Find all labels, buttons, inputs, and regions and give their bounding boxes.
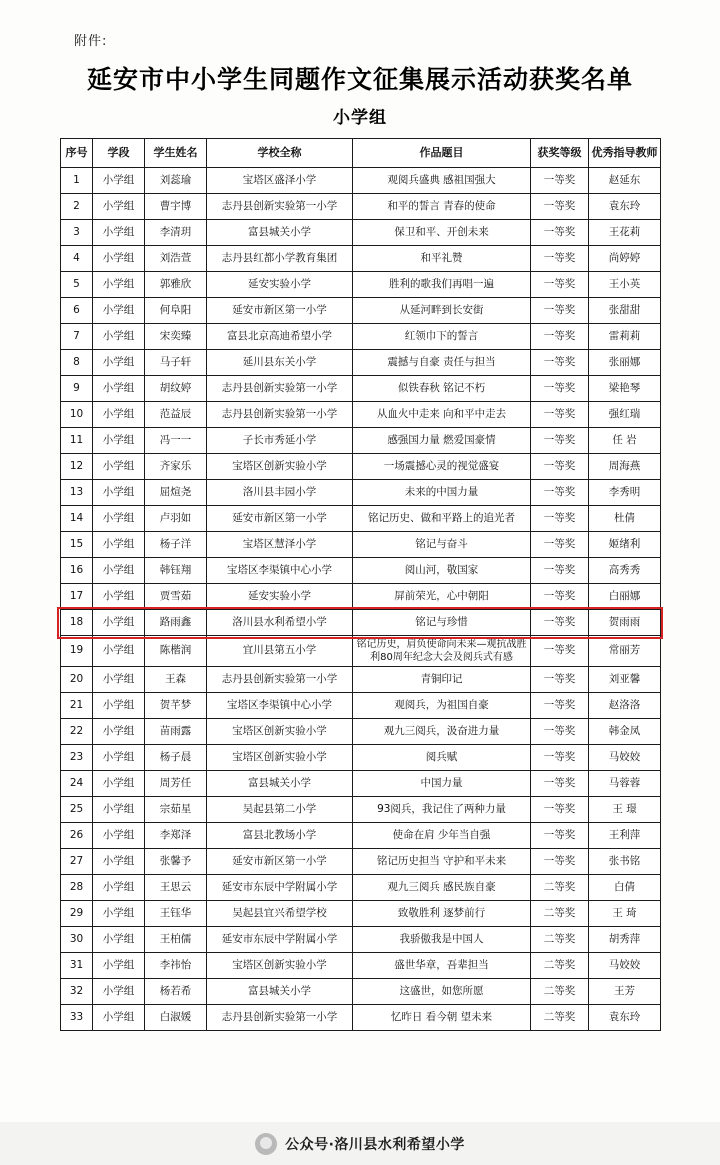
cell-student-name: 李祎怡: [145, 953, 207, 979]
cell-no: 13: [61, 480, 93, 506]
attachment-label: 附件:: [74, 34, 108, 49]
cell-work-title: 似铁春秋 铭记不朽: [353, 376, 531, 402]
table-row: [61, 1005, 661, 1031]
cell-work-title: 阅兵赋: [353, 745, 531, 771]
cell-work-title: 青铜印记: [353, 667, 531, 693]
cell-teacher: 贺雨雨: [589, 610, 661, 636]
table-row: [61, 979, 661, 1005]
cell-teacher: 雷莉莉: [589, 324, 661, 350]
award-table-body: [61, 168, 661, 1031]
table-row: [61, 428, 661, 454]
cell-student-name: 宋奕臻: [145, 324, 207, 350]
cell-award-level: 一等奖: [531, 667, 589, 693]
cell-student-name: 冯一一: [145, 428, 207, 454]
cell-teacher: 马蓉蓉: [589, 771, 661, 797]
cell-award-level: 一等奖: [531, 402, 589, 428]
cell-teacher: 梁艳琴: [589, 376, 661, 402]
cell-teacher: 王 琦: [589, 901, 661, 927]
cell-award-level: 一等奖: [531, 376, 589, 402]
cell-work-title: 震撼与自豪 责任与担当: [353, 350, 531, 376]
cell-school: 延安市新区第一小学: [207, 298, 353, 324]
cell-no: 26: [61, 823, 93, 849]
cell-student-name: 何阜阳: [145, 298, 207, 324]
cell-school: 宝塔区创新实验小学: [207, 745, 353, 771]
cell-student-name: 贺芊梦: [145, 693, 207, 719]
cell-student-name: 贾雪茹: [145, 584, 207, 610]
cell-award-level: 一等奖: [531, 194, 589, 220]
table-row: [61, 584, 661, 610]
cell-student-name: 王柏儒: [145, 927, 207, 953]
cell-stage: 小学组: [93, 797, 145, 823]
cell-school: 延安市东辰中学附属小学: [207, 875, 353, 901]
cell-no: 33: [61, 1005, 93, 1031]
cell-stage: 小学组: [93, 849, 145, 875]
column-header-no: 序号: [61, 139, 93, 168]
cell-work-title: 观阅兵，为祖国自豪: [353, 693, 531, 719]
cell-stage: 小学组: [93, 506, 145, 532]
cell-no: 29: [61, 901, 93, 927]
table-row: [61, 667, 661, 693]
cell-award-level: 一等奖: [531, 298, 589, 324]
cell-work-title: 铭记历史担当 守护和平未来: [353, 849, 531, 875]
cell-teacher: 姬绪利: [589, 532, 661, 558]
cell-no: 11: [61, 428, 93, 454]
cell-student-name: 杨若希: [145, 979, 207, 1005]
cell-stage: 小学组: [93, 1005, 145, 1031]
cell-teacher: 周海燕: [589, 454, 661, 480]
cell-no: 1: [61, 168, 93, 194]
table-row: [61, 610, 661, 636]
cell-school: 子长市秀延小学: [207, 428, 353, 454]
cell-teacher: 王小英: [589, 272, 661, 298]
cell-award-level: 一等奖: [531, 454, 589, 480]
cell-stage: 小学组: [93, 298, 145, 324]
cell-stage: 小学组: [93, 693, 145, 719]
table-row: [61, 823, 661, 849]
cell-teacher: 李秀明: [589, 480, 661, 506]
cell-no: 19: [61, 636, 93, 667]
column-header-award-level: 获奖等级: [531, 139, 589, 168]
cell-work-title: 铭记与奋斗: [353, 532, 531, 558]
cell-award-level: 一等奖: [531, 797, 589, 823]
column-header-stage: 学段: [93, 139, 145, 168]
cell-student-name: 屈煊尧: [145, 480, 207, 506]
cell-student-name: 马子轩: [145, 350, 207, 376]
cell-student-name: 李清玥: [145, 220, 207, 246]
cell-student-name: 王森: [145, 667, 207, 693]
cell-no: 7: [61, 324, 93, 350]
cell-work-title: 忆昨日 看今朝 望未来: [353, 1005, 531, 1031]
cell-no: 18: [61, 610, 93, 636]
table-row: [61, 506, 661, 532]
table-row: [61, 168, 661, 194]
cell-teacher: 刘亚馨: [589, 667, 661, 693]
cell-stage: 小学组: [93, 220, 145, 246]
cell-stage: 小学组: [93, 875, 145, 901]
cell-school: 志丹县创新实验第一小学: [207, 667, 353, 693]
cell-teacher: 王利萍: [589, 823, 661, 849]
cell-stage: 小学组: [93, 324, 145, 350]
cell-teacher: 韩金凤: [589, 719, 661, 745]
cell-school: 延川县东关小学: [207, 350, 353, 376]
cell-work-title: 观阅兵盛典 感祖国强大: [353, 168, 531, 194]
cell-work-title: 屏前荣光，心中朝阳: [353, 584, 531, 610]
cell-teacher: 胡秀萍: [589, 927, 661, 953]
cell-no: 4: [61, 246, 93, 272]
table-row: [61, 849, 661, 875]
cell-work-title: 一场震撼心灵的视觉盛宴: [353, 454, 531, 480]
cell-student-name: 李郑泽: [145, 823, 207, 849]
cell-school: 富县城关小学: [207, 979, 353, 1005]
cell-work-title: 我骄傲我是中国人: [353, 927, 531, 953]
cell-teacher: 任 岩: [589, 428, 661, 454]
table-row: [61, 480, 661, 506]
cell-student-name: 路雨鑫: [145, 610, 207, 636]
cell-school: 洛川县丰园小学: [207, 480, 353, 506]
cell-school: 志丹县创新实验第一小学: [207, 376, 353, 402]
cell-stage: 小学组: [93, 454, 145, 480]
table-header-row: [61, 139, 661, 168]
cell-award-level: 一等奖: [531, 246, 589, 272]
cell-school: 宝塔区李渠镇中心小学: [207, 558, 353, 584]
cell-student-name: 白淑媛: [145, 1005, 207, 1031]
cell-stage: 小学组: [93, 953, 145, 979]
table-row: [61, 324, 661, 350]
cell-no: 21: [61, 693, 93, 719]
cell-stage: 小学组: [93, 610, 145, 636]
cell-stage: 小学组: [93, 350, 145, 376]
cell-no: 8: [61, 350, 93, 376]
cell-student-name: 刘蕊瑜: [145, 168, 207, 194]
cell-stage: 小学组: [93, 979, 145, 1005]
cell-stage: 小学组: [93, 376, 145, 402]
cell-stage: 小学组: [93, 636, 145, 667]
cell-student-name: 卢羽如: [145, 506, 207, 532]
cell-no: 2: [61, 194, 93, 220]
table-row: [61, 402, 661, 428]
cell-teacher: 马姣姣: [589, 745, 661, 771]
cell-school: 志丹县创新实验第一小学: [207, 1005, 353, 1031]
cell-work-title: 观九三阅兵 感民族自豪: [353, 875, 531, 901]
cell-school: 宝塔区李渠镇中心小学: [207, 693, 353, 719]
cell-teacher: 王芳: [589, 979, 661, 1005]
cell-no: 30: [61, 927, 93, 953]
cell-no: 9: [61, 376, 93, 402]
cell-student-name: 苗雨露: [145, 719, 207, 745]
table-row: [61, 745, 661, 771]
cell-work-title: 使命在肩 少年当自强: [353, 823, 531, 849]
cell-no: 23: [61, 745, 93, 771]
column-header-student-name: 学生姓名: [145, 139, 207, 168]
cell-teacher: 赵洛洛: [589, 693, 661, 719]
cell-award-level: 一等奖: [531, 532, 589, 558]
cell-work-title: 盛世华章，吾辈担当: [353, 953, 531, 979]
cell-award-level: 二等奖: [531, 953, 589, 979]
table-row: [61, 246, 661, 272]
cell-student-name: 宗茹星: [145, 797, 207, 823]
cell-award-level: 一等奖: [531, 771, 589, 797]
cell-award-level: 二等奖: [531, 927, 589, 953]
cell-no: 32: [61, 979, 93, 1005]
table-row: [61, 272, 661, 298]
table-row: [61, 797, 661, 823]
cell-no: 10: [61, 402, 93, 428]
cell-school: 宜川县第五小学: [207, 636, 353, 667]
cell-work-title: 中国力量: [353, 771, 531, 797]
cell-teacher: 白倩: [589, 875, 661, 901]
cell-no: 27: [61, 849, 93, 875]
cell-teacher: 赵延东: [589, 168, 661, 194]
table-row: [61, 953, 661, 979]
cell-school: 宝塔区慧泽小学: [207, 532, 353, 558]
cell-award-level: 一等奖: [531, 324, 589, 350]
cell-teacher: 王花莉: [589, 220, 661, 246]
table-row: [61, 927, 661, 953]
column-header-teacher: 优秀指导教师: [589, 139, 661, 168]
cell-stage: 小学组: [93, 558, 145, 584]
cell-student-name: 胡纹婷: [145, 376, 207, 402]
cell-school: 富县城关小学: [207, 220, 353, 246]
table-row: [61, 875, 661, 901]
cell-work-title: 93阅兵，我记住了两种力量: [353, 797, 531, 823]
cell-school: 延安市新区第一小学: [207, 506, 353, 532]
watermark-footer: [0, 1122, 720, 1165]
cell-no: 16: [61, 558, 93, 584]
cell-award-level: 一等奖: [531, 350, 589, 376]
cell-work-title: 铭记历史，肩负使命向未来—观抗战胜利80周年纪念大会及阅兵式有感: [353, 636, 531, 667]
column-header-work-title: 作品题目: [353, 139, 531, 168]
table-row: [61, 454, 661, 480]
cell-stage: 小学组: [93, 901, 145, 927]
cell-no: 12: [61, 454, 93, 480]
table-row: [61, 220, 661, 246]
cell-no: 24: [61, 771, 93, 797]
cell-teacher: 王 璟: [589, 797, 661, 823]
cell-student-name: 郭雅欣: [145, 272, 207, 298]
cell-award-level: 一等奖: [531, 428, 589, 454]
cell-no: 6: [61, 298, 93, 324]
cell-teacher: 马姣姣: [589, 953, 661, 979]
cell-work-title: 和平礼赞: [353, 246, 531, 272]
cell-teacher: 袁东玲: [589, 194, 661, 220]
watermark-text: 公众号·洛川县水利希望小学: [285, 1136, 465, 1153]
cell-award-level: 二等奖: [531, 979, 589, 1005]
cell-school: 吴起县宜兴希望学校: [207, 901, 353, 927]
cell-student-name: 陈楷润: [145, 636, 207, 667]
cell-work-title: 胜利的歌我们再唱一遍: [353, 272, 531, 298]
table-row: [61, 771, 661, 797]
cell-school: 志丹县红都小学教育集团: [207, 246, 353, 272]
cell-work-title: 致敬胜利 逐梦前行: [353, 901, 531, 927]
cell-award-level: 一等奖: [531, 480, 589, 506]
cell-award-level: 二等奖: [531, 901, 589, 927]
cell-teacher: 尚婷婷: [589, 246, 661, 272]
cell-award-level: 一等奖: [531, 272, 589, 298]
table-row: [61, 719, 661, 745]
cell-school: 富县北京高迪希望小学: [207, 324, 353, 350]
cell-no: 22: [61, 719, 93, 745]
cell-stage: 小学组: [93, 272, 145, 298]
cell-work-title: 从延河畔到长安街: [353, 298, 531, 324]
cell-stage: 小学组: [93, 402, 145, 428]
cell-school: 志丹县创新实验第一小学: [207, 402, 353, 428]
cell-no: 3: [61, 220, 93, 246]
award-table: [60, 138, 661, 1031]
cell-stage: 小学组: [93, 584, 145, 610]
cell-stage: 小学组: [93, 194, 145, 220]
page-title: 延安市中小学生同题作文征集展示活动获奖名单: [86, 65, 633, 94]
cell-teacher: 张书铭: [589, 849, 661, 875]
cell-award-level: 一等奖: [531, 823, 589, 849]
table-row: [61, 693, 661, 719]
cell-stage: 小学组: [93, 168, 145, 194]
cell-school: 吴起县第二小学: [207, 797, 353, 823]
cell-student-name: 张馨予: [145, 849, 207, 875]
cell-school: 延安市新区第一小学: [207, 849, 353, 875]
table-row: [61, 532, 661, 558]
cell-work-title: 观九三阅兵，汲奋进力量: [353, 719, 531, 745]
cell-school: 宝塔区创新实验小学: [207, 953, 353, 979]
cell-student-name: 周芳任: [145, 771, 207, 797]
cell-stage: 小学组: [93, 667, 145, 693]
cell-stage: 小学组: [93, 771, 145, 797]
cell-no: 25: [61, 797, 93, 823]
cell-school: 宝塔区创新实验小学: [207, 454, 353, 480]
table-row: [61, 558, 661, 584]
cell-school: 宝塔区创新实验小学: [207, 719, 353, 745]
cell-school: 富县北教场小学: [207, 823, 353, 849]
cell-school: 洛川县水利希望小学: [207, 610, 353, 636]
cell-award-level: 一等奖: [531, 506, 589, 532]
cell-award-level: 一等奖: [531, 610, 589, 636]
cell-work-title: 从血火中走来 向和平中走去: [353, 402, 531, 428]
cell-no: 5: [61, 272, 93, 298]
cell-stage: 小学组: [93, 428, 145, 454]
table-row: [61, 350, 661, 376]
cell-stage: 小学组: [93, 927, 145, 953]
cell-work-title: 铭记历史、做和平路上的追光者: [353, 506, 531, 532]
cell-school: 延安实验小学: [207, 584, 353, 610]
award-table-wrap: [60, 138, 660, 1031]
cell-award-level: 一等奖: [531, 745, 589, 771]
table-row: [61, 376, 661, 402]
cell-no: 17: [61, 584, 93, 610]
cell-student-name: 王钰华: [145, 901, 207, 927]
cell-teacher: 杜倩: [589, 506, 661, 532]
cell-stage: 小学组: [93, 246, 145, 272]
cell-student-name: 王思云: [145, 875, 207, 901]
cell-school: 延安实验小学: [207, 272, 353, 298]
table-row: [61, 901, 661, 927]
cell-no: 20: [61, 667, 93, 693]
cell-student-name: 杨子洋: [145, 532, 207, 558]
cell-school: 志丹县创新实验第一小学: [207, 194, 353, 220]
cell-stage: 小学组: [93, 480, 145, 506]
cell-student-name: 曹宇博: [145, 194, 207, 220]
column-header-school: 学校全称: [207, 139, 353, 168]
cell-no: 31: [61, 953, 93, 979]
cell-award-level: 一等奖: [531, 168, 589, 194]
cell-work-title: 铭记与珍惜: [353, 610, 531, 636]
cell-work-title: 未来的中国力量: [353, 480, 531, 506]
cell-award-level: 一等奖: [531, 693, 589, 719]
table-row: [61, 194, 661, 220]
cell-work-title: 感强国力量 燃爱国豪情: [353, 428, 531, 454]
cell-no: 28: [61, 875, 93, 901]
cell-work-title: 和平的誓言 青春的使命: [353, 194, 531, 220]
cell-award-level: 一等奖: [531, 849, 589, 875]
cell-award-level: 二等奖: [531, 1005, 589, 1031]
cell-school: 富县城关小学: [207, 771, 353, 797]
cell-award-level: 二等奖: [531, 875, 589, 901]
cell-award-level: 一等奖: [531, 584, 589, 610]
cell-work-title: 红领巾下的誓言: [353, 324, 531, 350]
cell-teacher: 白丽娜: [589, 584, 661, 610]
cell-school: 宝塔区盛泽小学: [207, 168, 353, 194]
cell-no: 15: [61, 532, 93, 558]
avatar-icon: [255, 1133, 277, 1155]
table-row: [61, 636, 661, 667]
cell-teacher: 袁东玲: [589, 1005, 661, 1031]
cell-stage: 小学组: [93, 719, 145, 745]
cell-teacher: 常丽芳: [589, 636, 661, 667]
cell-work-title: 这盛世，如您所愿: [353, 979, 531, 1005]
cell-no: 14: [61, 506, 93, 532]
cell-award-level: 一等奖: [531, 220, 589, 246]
cell-student-name: 范益辰: [145, 402, 207, 428]
cell-teacher: 张丽娜: [589, 350, 661, 376]
cell-work-title: 保卫和平、开创未来: [353, 220, 531, 246]
cell-teacher: 高秀秀: [589, 558, 661, 584]
cell-award-level: 一等奖: [531, 636, 589, 667]
cell-award-level: 一等奖: [531, 558, 589, 584]
cell-work-title: 阅山河，敬国家: [353, 558, 531, 584]
cell-award-level: 一等奖: [531, 719, 589, 745]
cell-student-name: 刘浩萱: [145, 246, 207, 272]
cell-student-name: 韩钰翔: [145, 558, 207, 584]
cell-stage: 小学组: [93, 823, 145, 849]
table-row: [61, 298, 661, 324]
cell-student-name: 齐家乐: [145, 454, 207, 480]
cell-teacher: 强红瑞: [589, 402, 661, 428]
cell-student-name: 杨子晨: [145, 745, 207, 771]
cell-stage: 小学组: [93, 532, 145, 558]
cell-teacher: 张甜甜: [589, 298, 661, 324]
cell-school: 延安市东辰中学附属小学: [207, 927, 353, 953]
cell-stage: 小学组: [93, 745, 145, 771]
page-subtitle: 小学组: [333, 108, 387, 128]
